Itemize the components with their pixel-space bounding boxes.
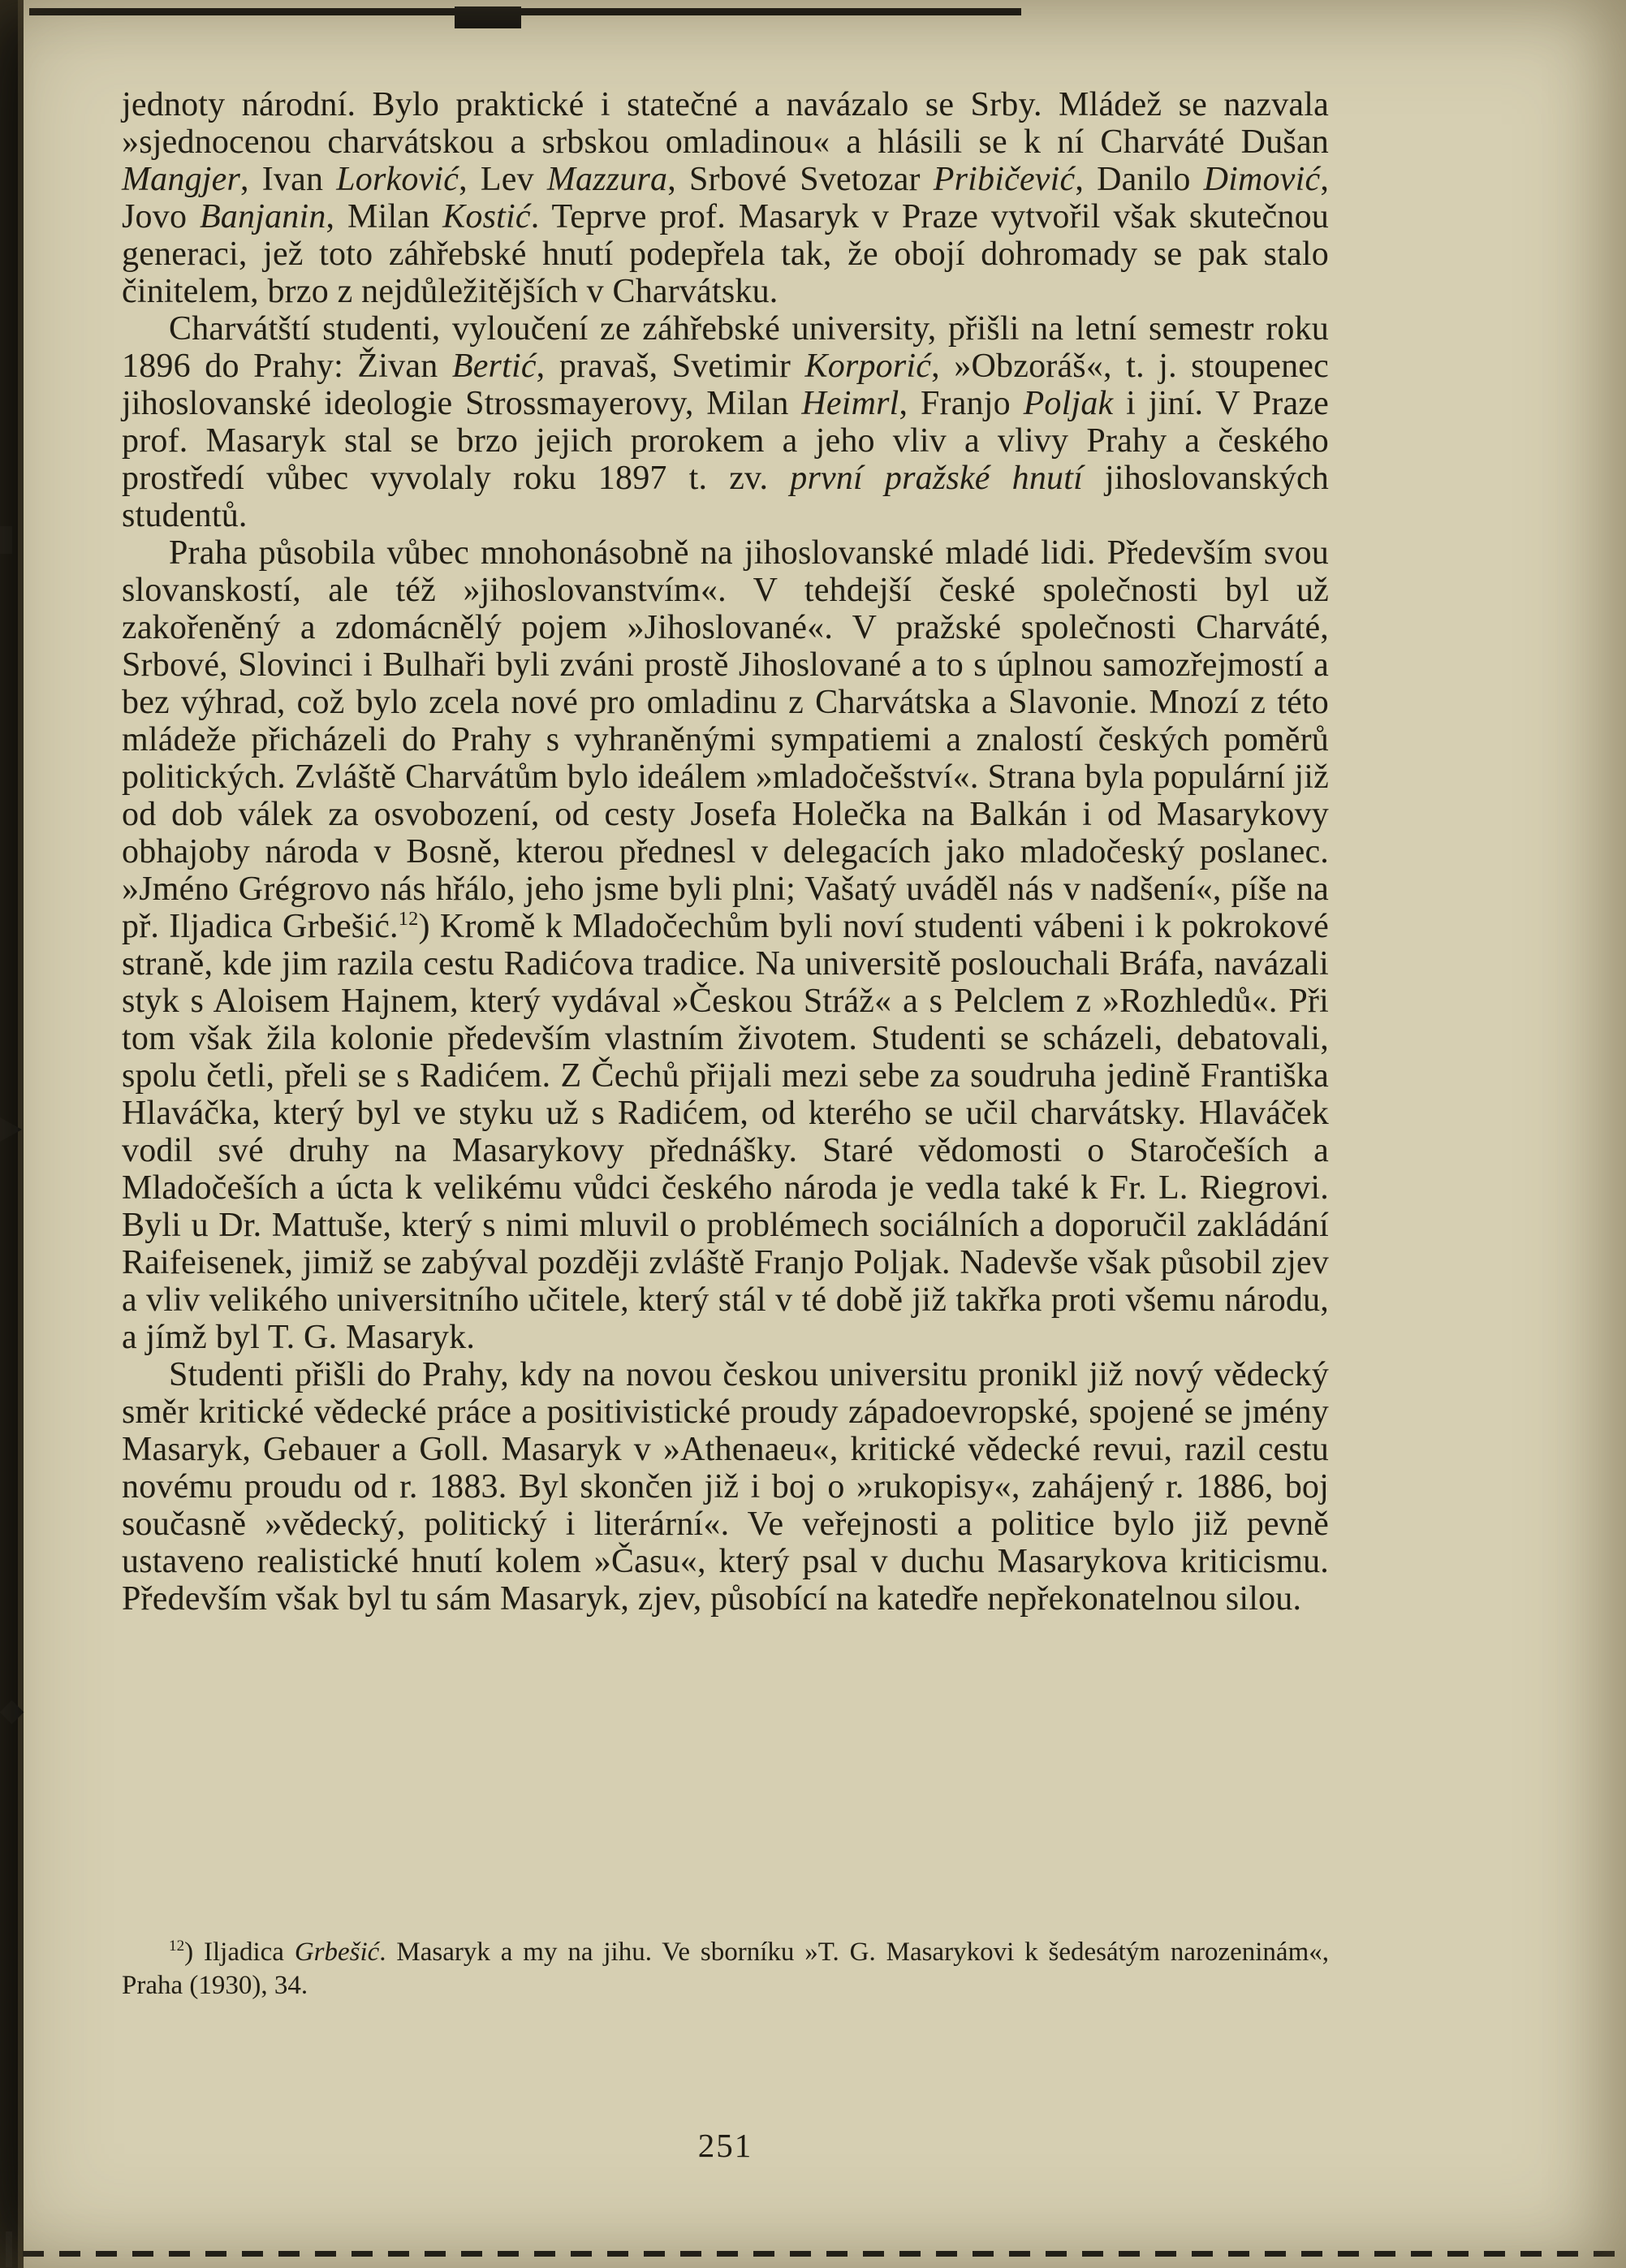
page-number: 251 bbox=[697, 2127, 753, 2164]
text-block bbox=[122, 86, 1329, 1618]
footnote bbox=[122, 1936, 1329, 2002]
paragraph: Praha působila vůbec mnohonásobně na jihoslovanské mladé lidi. Především svou slovanskostí, ale též »jihoslovanstvím«. V tehdejší české společnosti byl už zakořeněný a zdomácnělý pojem »Jihoslované«. V pražské společnosti Charváté, Srbové, Slovinci i Bulhaři byli zváni prostě Jihoslované a to s úplnou samozřejmostí a bez výhrad, což bylo zcela nové pro omladinu z Charvátska a Slavonie. Mnozí z této mládeže přicházeli do Prahy s vyhraněnými sympatiemi a znalostí českých poměrů politických. Zvláště Charvátům bylo ideálem »mladočešství«. Strana byla populární již od dob válek za osvobození, od cesty Josefa Holečka na Balkán i od Masarykovy obhajoby národa v Bosně, kterou přednesl v delegacích jako mladočeský poslanec. »Jméno Grégrovo nás hřálo, jeho jsme byli plni; Vašatý uváděl nás v nadšení«, píše na př. Iljadica Grbešić.$^{12}$) Kromě k Mladočechům byli noví studenti vábeni i k pokrokové straně, kde jim razila cestu Radićova tradice. Na universitě poslouchali Bráfa, navázali styk s Aloisem Hajnem, který vydával »Českou Stráž« a s Pelclem z »Rozhledů«. Při tom však žila kolonie především vlastním životem. Studenti se scházeli, debatovali, spolu četli, přeli se s Radićem. Z Čechů přijali mezi sebe za soudruha jedině Františka Hlaváčka, který byl ve styku už s Radićem, od kterého se učil charvátsky. Hlaváček vodil své druhy na Masarykovy přednášky. Staré vědomosti o Staročeších a Mladočeších a úcta k velikému vůdci českého národa je vedla také k Fr. L. Riegrovi. Byli u Dr. Mattuše, který s nimi mluvil o problémech sociálních a doporučil zakládání Raifeisenek, jimiž se zabýval později zvláště Franjo Poljak. Nadevše však působil zjev a vliv velikého universitního učitele, který stál v té době již takřka proti všemu národu, a jímž byl T. G. Masaryk. bbox=[122, 534, 1330, 1356]
footnote-text: $^{12}$) Iljadica Grbešić. Masaryk a my na jihu. Ve sborníku »T. G. Masarykovi k šedesátým narozeninám«, Praha (1930), 34. bbox=[122, 1938, 1329, 2000]
margin-ink-mark bbox=[0, 526, 12, 554]
bottom-dashed-rule bbox=[23, 2251, 1615, 2257]
top-rule bbox=[29, 8, 1021, 15]
paragraph: jednoty národní. Bylo praktické i statečné a navázalo se Srby. Mládež se nazvala »sjednocenou charvátskou a srbskou omladinou« a hlásili se k ní Charváté Dušan Mangjer, Ivan Lorković, Lev Mazzura, Srbové Svetozar Pribičević, Danilo Dimović, Jovo Banjanin, Milan Kostić. Teprve prof. Masaryk v Praze vytvořil však skutečnou generaci, jež toto záhřebské hnutí podepřela tak, že obojí dohromady se pak stalo činitelem, brzo z nejdůležitějších v Charvátsku. bbox=[122, 86, 1330, 310]
bottom-ink-mark bbox=[6, 2231, 12, 2267]
top-rule-ink-blot bbox=[455, 6, 521, 28]
margin-ink-mark bbox=[0, 1117, 22, 1142]
paragraph: Studenti přišli do Prahy, kdy na novou českou universitu pronikl již nový vědecký směr kritické vědecké práce a positivistické proudy západoevropské, spojené se jmény Masaryk, Gebauer a Goll. Masaryk v »Athenaeu«, kritické vědecké revui, razil cestu novému proudu od r. 1883. Byl skončen již i boj o »rukopisy«, zahájený r. 1886, boj současně »vědecký, politický i literární«. Ve veřejnosti a politice bylo již pevně ustaveno realistické hnutí kolem »Času«, který psal v duchu Masarykova kriticismu. Především však byl tu sám Masaryk, zjev, působící na katedře nepřekonatelnou silou. bbox=[122, 1356, 1329, 1618]
paragraph: Charvátští studenti, vyloučení ze záhřebské university, přišli na letní semestr roku 1896 do Prahy: Živan Bertić, pravaš, Svetimir Korporić, »Obzoráš«, t. j. stoupenec jihoslovanské ideologie Strossmayerovy, Milan Heimrl, Franjo Poljak i jiní. V Praze prof. Masaryk stal se brzo jejich prorokem a jeho vliv a vlivy Prahy a českého prostředí vůbec vyvolaly roku 1897 t. zv. první pražské hnutí jihoslovanských studentů. bbox=[122, 310, 1329, 534]
